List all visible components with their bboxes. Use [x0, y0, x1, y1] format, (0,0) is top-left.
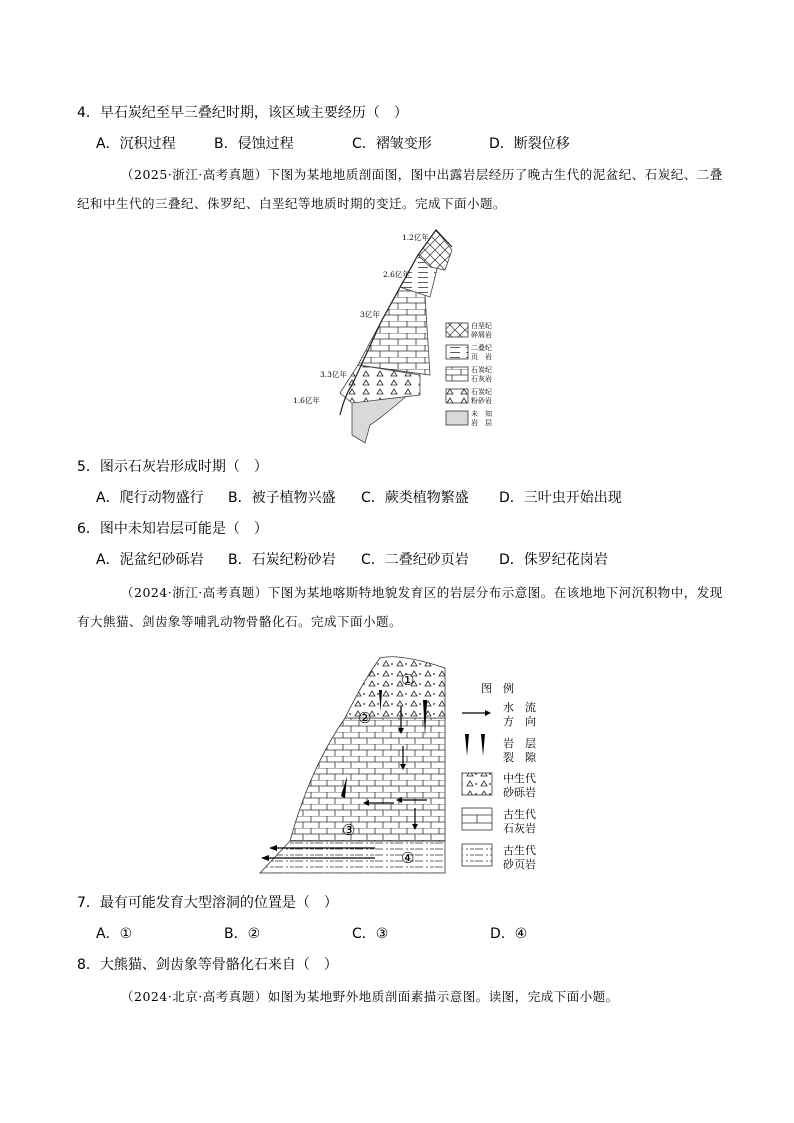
- marker-4: ④: [401, 849, 415, 867]
- legend-3-line-1: 石炭纪: [471, 366, 492, 374]
- question-6-stem: 6．图中未知岩层可能是（ ）: [77, 521, 268, 537]
- marker-3: ③: [342, 821, 356, 839]
- legend-limestone-line-2: 石灰岩: [503, 822, 536, 835]
- sand-shale-layer-shape: [260, 841, 445, 873]
- q7-option-a: A．①: [96, 926, 133, 942]
- legend-conglomerate-line-2: 砂砾岩: [503, 786, 536, 799]
- q6-option-d: D．侏罗纪花岗岩: [499, 552, 608, 568]
- legend-conglomerate-line-1: 中生代: [503, 772, 536, 785]
- legend-5-line-1: 未 知: [471, 410, 492, 418]
- q4-option-b: B．侵蚀过程: [214, 136, 294, 152]
- legend-1-line-2: 碎屑岩: [471, 331, 492, 339]
- q5-option-b: B．被子植物兴盛: [228, 490, 336, 506]
- q7-option-d: D．④: [490, 926, 528, 942]
- legend-fracture-line-1: 岩 层: [503, 737, 536, 750]
- intro-2025-zhejiang: （2025·浙江·高考真题）下图为某地地质剖面图，图中出露岩层经历了晚古生代的泥盆纪、石炭纪、二叠纪和中生代的三叠纪、侏罗纪、白垩纪等地质时期的变迁。完成下面小题。: [77, 167, 723, 211]
- age-label-2: 2.6亿年: [383, 270, 410, 279]
- legend-water-line-2: 方 向: [503, 715, 536, 728]
- legend-limestone-line-1: 古生代: [503, 808, 536, 821]
- q5-option-d: D．三叶虫开始出现: [499, 490, 622, 506]
- legend-4-line-1: 石炭纪: [471, 388, 492, 396]
- q4-option-d: D．断裂位移: [489, 136, 570, 152]
- q7-option-c: C．③: [352, 926, 389, 942]
- legend-shale-line-2: 砂页岩: [503, 858, 536, 871]
- intro-2024-beijing: （2024·北京·高考真题）如图为某地野外地质剖面素描示意图。读图，完成下面小题。: [121, 989, 619, 1004]
- limestone-layer-shape: [358, 287, 430, 375]
- age-label-4: 3.3亿年: [320, 370, 347, 379]
- legend-shale-line-1: 古生代: [503, 844, 536, 857]
- question-6-options: [96, 550, 608, 570]
- age-label-5: 1.6亿年: [293, 396, 320, 405]
- legend-1-line-1: 白垩纪: [471, 322, 492, 330]
- legend-4-line-2: 粉砂岩: [471, 397, 492, 405]
- figure-2-legend: [462, 681, 537, 871]
- legend-title: 图 例: [481, 682, 514, 695]
- legend-2-line-2: 页 岩: [471, 353, 492, 361]
- question-7-options: [96, 924, 527, 944]
- q5-option-c: C．蕨类植物繁盛: [361, 490, 469, 506]
- limestone-body-shape: [290, 718, 445, 841]
- intro-2024-zhejiang: （2024·浙江·高考真题）下图为某地喀斯特地貌发育区的岩层分布示意图。在该地地下河沉积物中，发现有大熊猫、剑齿象等哺乳动物骨骼化石。完成下面小题。: [77, 585, 723, 629]
- figure-1-legend: [446, 321, 492, 427]
- question-4-options: [96, 134, 570, 154]
- q7-option-b: B．②: [224, 926, 261, 942]
- q5-option-a: A．爬行动物盛行: [96, 490, 204, 506]
- q6-option-b: B．石炭纪粉砂岩: [228, 552, 336, 568]
- legend-fracture-line-2: 裂 隙: [503, 751, 536, 764]
- legend-5-line-2: 岩 层: [471, 419, 492, 427]
- legend-3-line-2: 石灰岩: [471, 375, 492, 383]
- q6-option-a: A．泥盆纪砂砾岩: [96, 552, 204, 568]
- question-5-options: [96, 488, 622, 508]
- question-7-stem: 7．最有可能发育大型溶洞的位置是（ ）: [77, 895, 338, 911]
- q6-option-c: C．二叠纪砂页岩: [361, 552, 469, 568]
- marker-1: ①: [401, 671, 415, 689]
- legend-water-line-1: 水 流: [503, 701, 536, 714]
- age-label-1: 1.2亿年: [402, 233, 429, 242]
- q4-option-c: C．褶皱变形: [352, 136, 432, 152]
- legend-2-line-1: 二叠纪: [471, 344, 492, 352]
- q4-option-a: A．沉积过程: [96, 136, 176, 152]
- question-8-stem: 8．大熊猫、剑齿象等骨骼化石来自（ ）: [77, 957, 338, 973]
- figure-karst-profile: [255, 648, 550, 878]
- marker-2: ②: [358, 709, 372, 727]
- question-4-stem: 4．早石炭纪至早三叠纪时期，该区域主要经历（ ）: [77, 105, 408, 121]
- question-5-stem: 5．图示石灰岩形成时期（ ）: [77, 459, 268, 475]
- age-label-3: 3亿年: [360, 310, 380, 319]
- figure-geologic-profile-1: [290, 225, 510, 445]
